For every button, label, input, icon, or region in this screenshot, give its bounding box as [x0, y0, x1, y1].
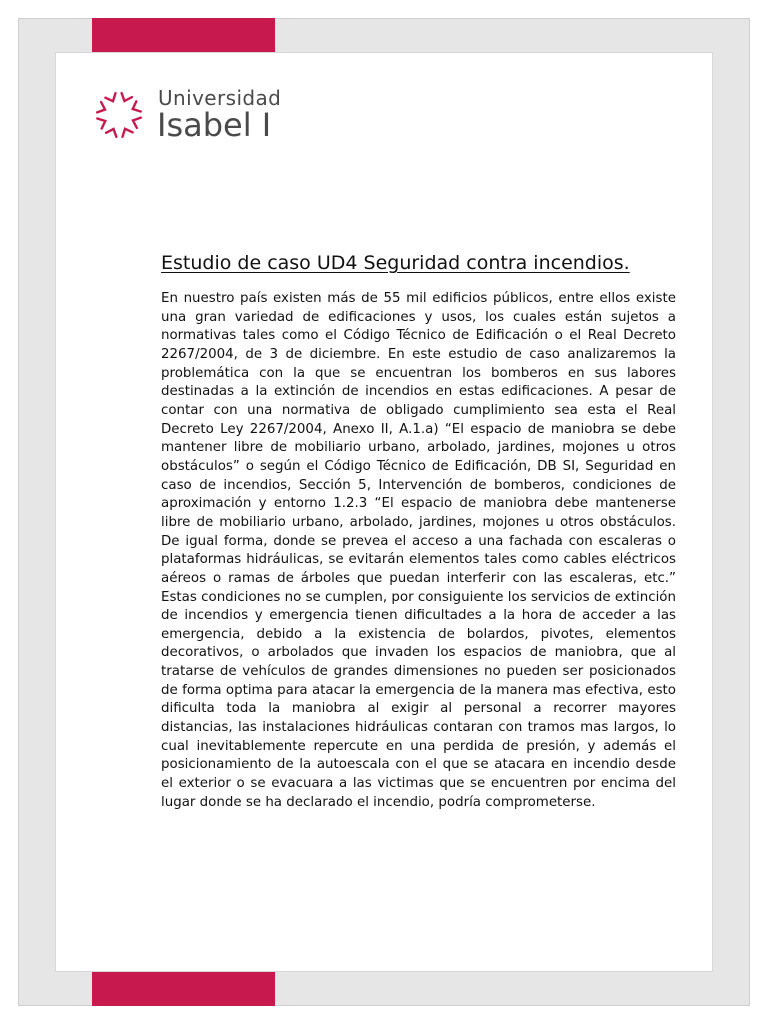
logo-line-1: Universidad	[158, 86, 282, 110]
emblem-segment	[123, 129, 133, 137]
top-accent-bar	[92, 18, 275, 52]
emblem-segment	[106, 129, 116, 137]
emblem-segment	[133, 101, 141, 111]
document-title: Estudio de caso UD4 Seguridad contra incendios.	[161, 252, 630, 274]
bottom-accent-bar	[92, 972, 275, 1006]
document-body: En nuestro país existen más de 55 mil edificios públicos, entre ellos existe una gran variedad de edificaciones y usos, los cuales están sujetos a normativas tales como el Código Técnico de Edificación o el Real Decreto 2267/2004, de 3 de diciembre. En este estudio de caso analizaremos la problemática con la que se encuentran los bomberos en sus labores destinadas a la extinción de incendios en estas edificaciones. A pesar de contar con una normativa de obligado cumplimiento sea esta el Real Decreto Ley 2267/2004, Anexo II, A.1.a) “El espacio de maniobra se debe mantener libre de mobiliario urbano, arbolado, jardines, mojones u otros obstáculos” o según el Código Técnico de Edificación, DB SI, Seguridad en caso de incendios, Sección 5, Intervención de bomberos, condiciones de aproximación y entorno 1.2.3 “El espacio de maniobra debe mantenerse libre de mobiliario urbano, arbolado, jardines, mojones u otros obstáculos. De igual forma, donde se prevea el acceso a una fachada con escaleras o plataformas hidráulicas, se evitarán elementos tales como cables eléctricos aéreos o ramas de árboles que puedan interferir con las escaleras, etc.” Estas condiciones no se cumplen, por consiguiente los servicios de extinción de incendios y emergencia tienen dificultades a la hora de acceder a las emergencia, debido a la existencia de bolardos, pivotes, elementos decorativos, o arbolados que invaden los espacios de maniobra, que al tratarse de vehículos de grandes dimensiones no pueden ser posicionados de forma optima para atacar la emergencia de la manera mas efectiva, esto dificulta toda la maniobra al exigir al personal a recorrer mayores distancias, las instalaciones hidráulicas contaran con tramos mas largos, lo cual inevitablemente repercute en una perdida de presión, y además el posicionamiento de la autoescala con el que se atacara en incendio desde el exterior o se evacuara a las victimas que se encuentren por encima del lugar donde se ha declarado el incendio, podría comprometerse.	[161, 291, 676, 810]
logo-line-2: Isabel I	[157, 106, 272, 144]
logo-emblem-icon	[88, 84, 150, 146]
emblem-segment	[105, 93, 115, 101]
emblem-segment	[122, 93, 132, 101]
university-logo	[88, 84, 288, 146]
emblem-segment	[97, 119, 105, 129]
emblem-segment	[133, 118, 141, 128]
emblem-segment	[97, 102, 105, 112]
